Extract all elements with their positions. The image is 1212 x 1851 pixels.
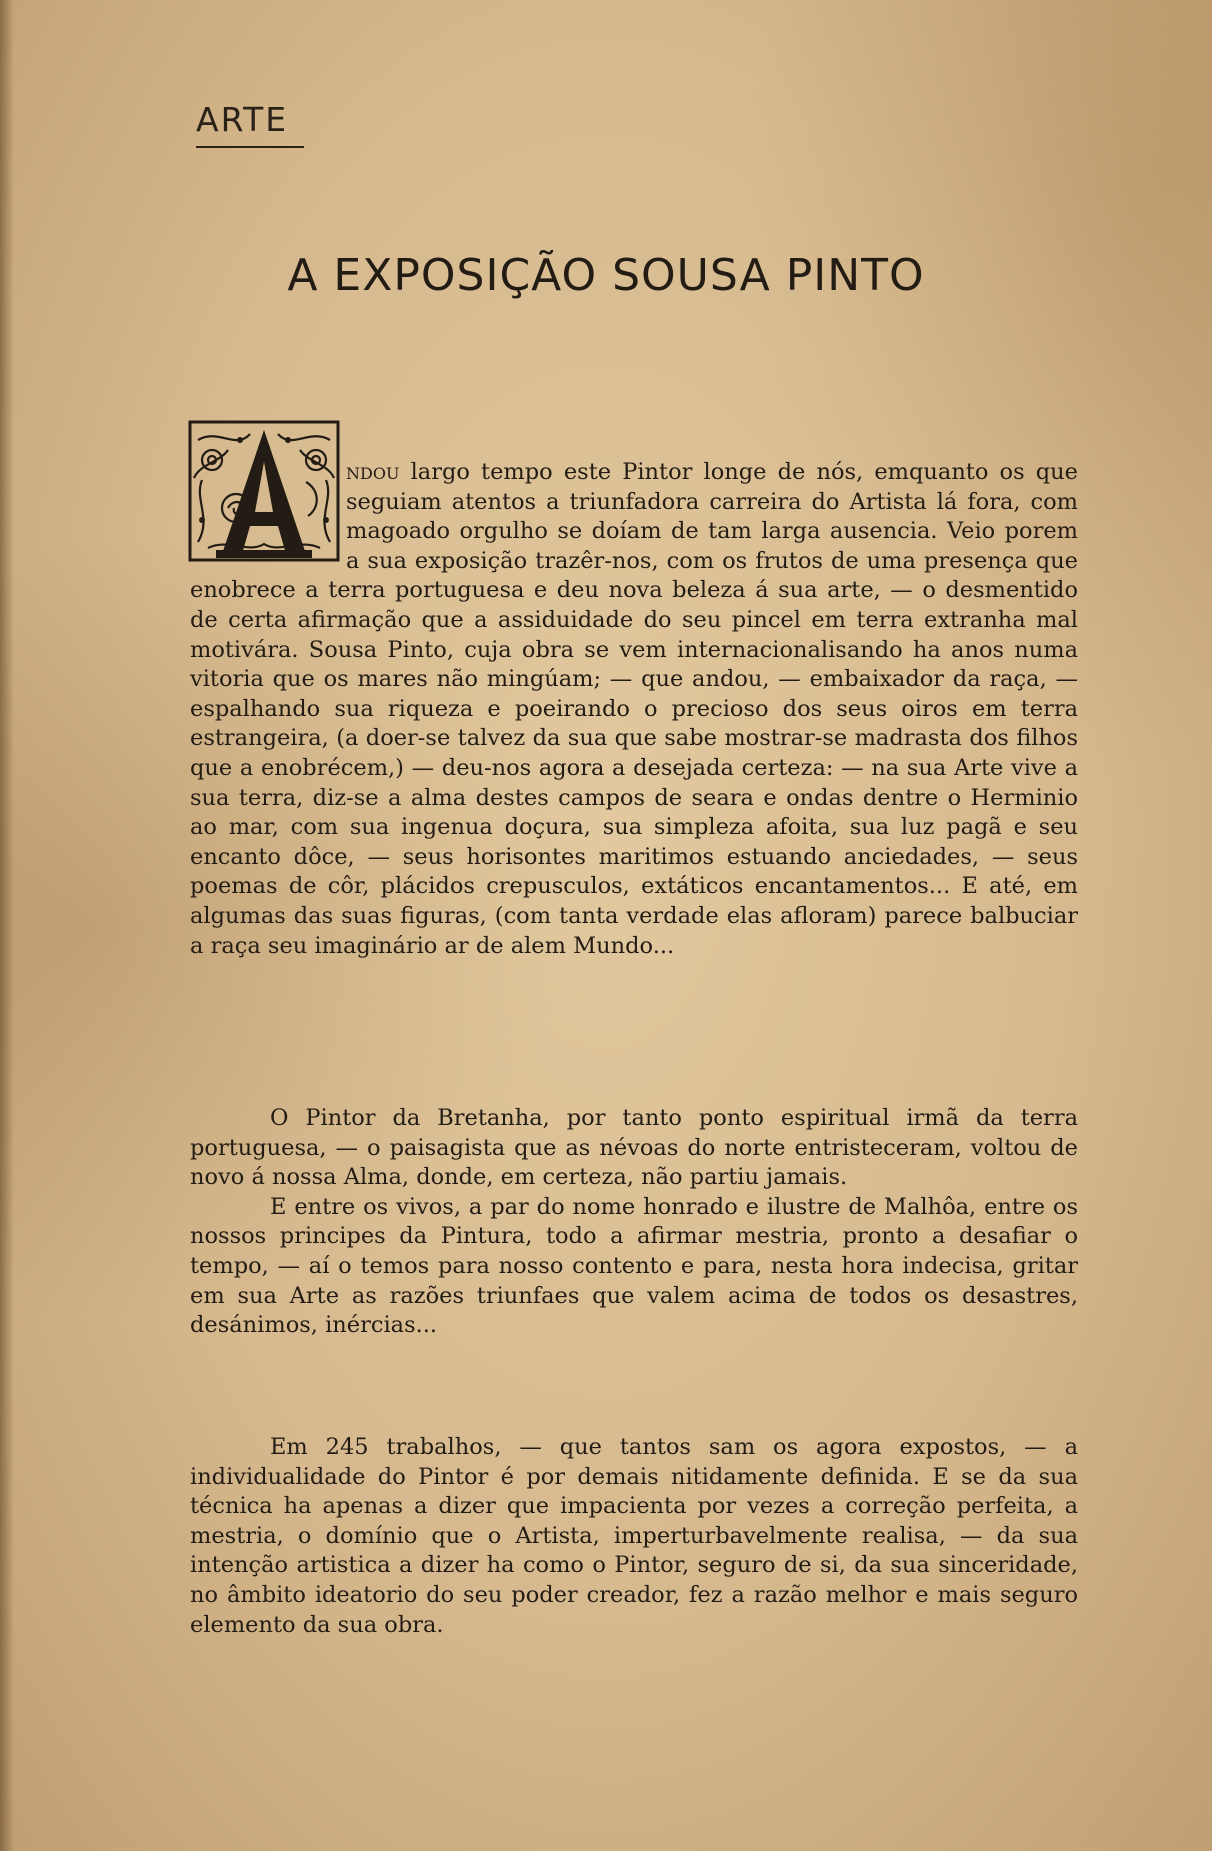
paragraph-4: Em 245 trabalhos, — que tantos sam os agora expostos, — a individualidade do Pintor é por demais nitidamente definida. E se da sua técnica ha apenas a dizer que impacienta por vezes a correção perfeita, a mestria, o domínio que o Artista, imperturbavelmente realisa, — da sua intenção artistica a dizer ha como o Pintor, seguro de si, da sua sinceridade, no âmbito ideatorio do seu poder creador, fez a razão melhor e mais seguro elemento da sua obra. <box>190 1434 1078 1638</box>
lead-in-word: ndou <box>346 459 400 485</box>
paragraph-3: E entre os vivos, a par do nome honrado e ilustre de Malhôa, entre os nossos principes da Pintura, todo a afirmar mestria, pronto a desafiar o tempo, — aí o temos para nosso contento e para, nesta hora indecisa, gritar em sua Arte as razões triunfaes que valem acima de todos os desastres, desánimos, inércias... <box>190 1193 1078 1339</box>
paragraph-2: O Pintor da Bretanha, por tanto ponto espiritual irmã da terra portuguesa, — o paisagista que as névoas do norte entristeceram, voltou de novo á nossa Alma, donde, em certeza, não partiu jamais. <box>190 1105 1078 1191</box>
paragraph-1-text: largo tempo este Pintor longe de nós, emquanto os que seguiam atentos a triunfadora carreira do Artista lá fora, com magoado orgulho se doíam de tam larga ausencia. Veio porem a sua exposição trazêr-nos, com os frutos de uma presença que enobrece a terra portuguesa e deu nova beleza á sua arte, — o desmentido de certa afirmação que a assiduidade do seu pincel em terra extranha mal motivára. Sousa Pinto, cuja obra se vem internacionalisando ha anos numa vitoria que os mares não mingúam; — que andou, — embaixador da raça, — espalhando sua riqueza e poeirando o precioso dos seus oiros em terra estrangeira, (a doer-se talvez da sua que sabe mostrar-se madrasta dos filhos que a enobrécem,) — deu-nos agora a desejada certeza: — na sua Arte vive a sua terra, diz-se a alma destes campos de seara e ondas dentre o Herminio ao mar, com sua ingenua doçura, sua simpleza afoita, sua luz pagã e seu encanto dôce, — seus horisontes maritimos estuando anciedades, — seus poemas de côr, plácidos crepusculos, extáticos encantamentos... E até, em algumas das suas figuras, (com tanta verdade elas afloram) parece balbuciar a raça seu imaginário ar de alem Mundo... <box>190 459 1078 959</box>
article-title: A EXPOSIÇÃO SOUSA PINTO <box>287 250 925 301</box>
section-underline <box>196 146 304 148</box>
paragraph-1 <box>190 458 1078 961</box>
paragraph-group-2 <box>190 1104 1078 1341</box>
section-label: ARTE <box>196 100 289 139</box>
ornamental-initial-icon <box>188 420 340 562</box>
